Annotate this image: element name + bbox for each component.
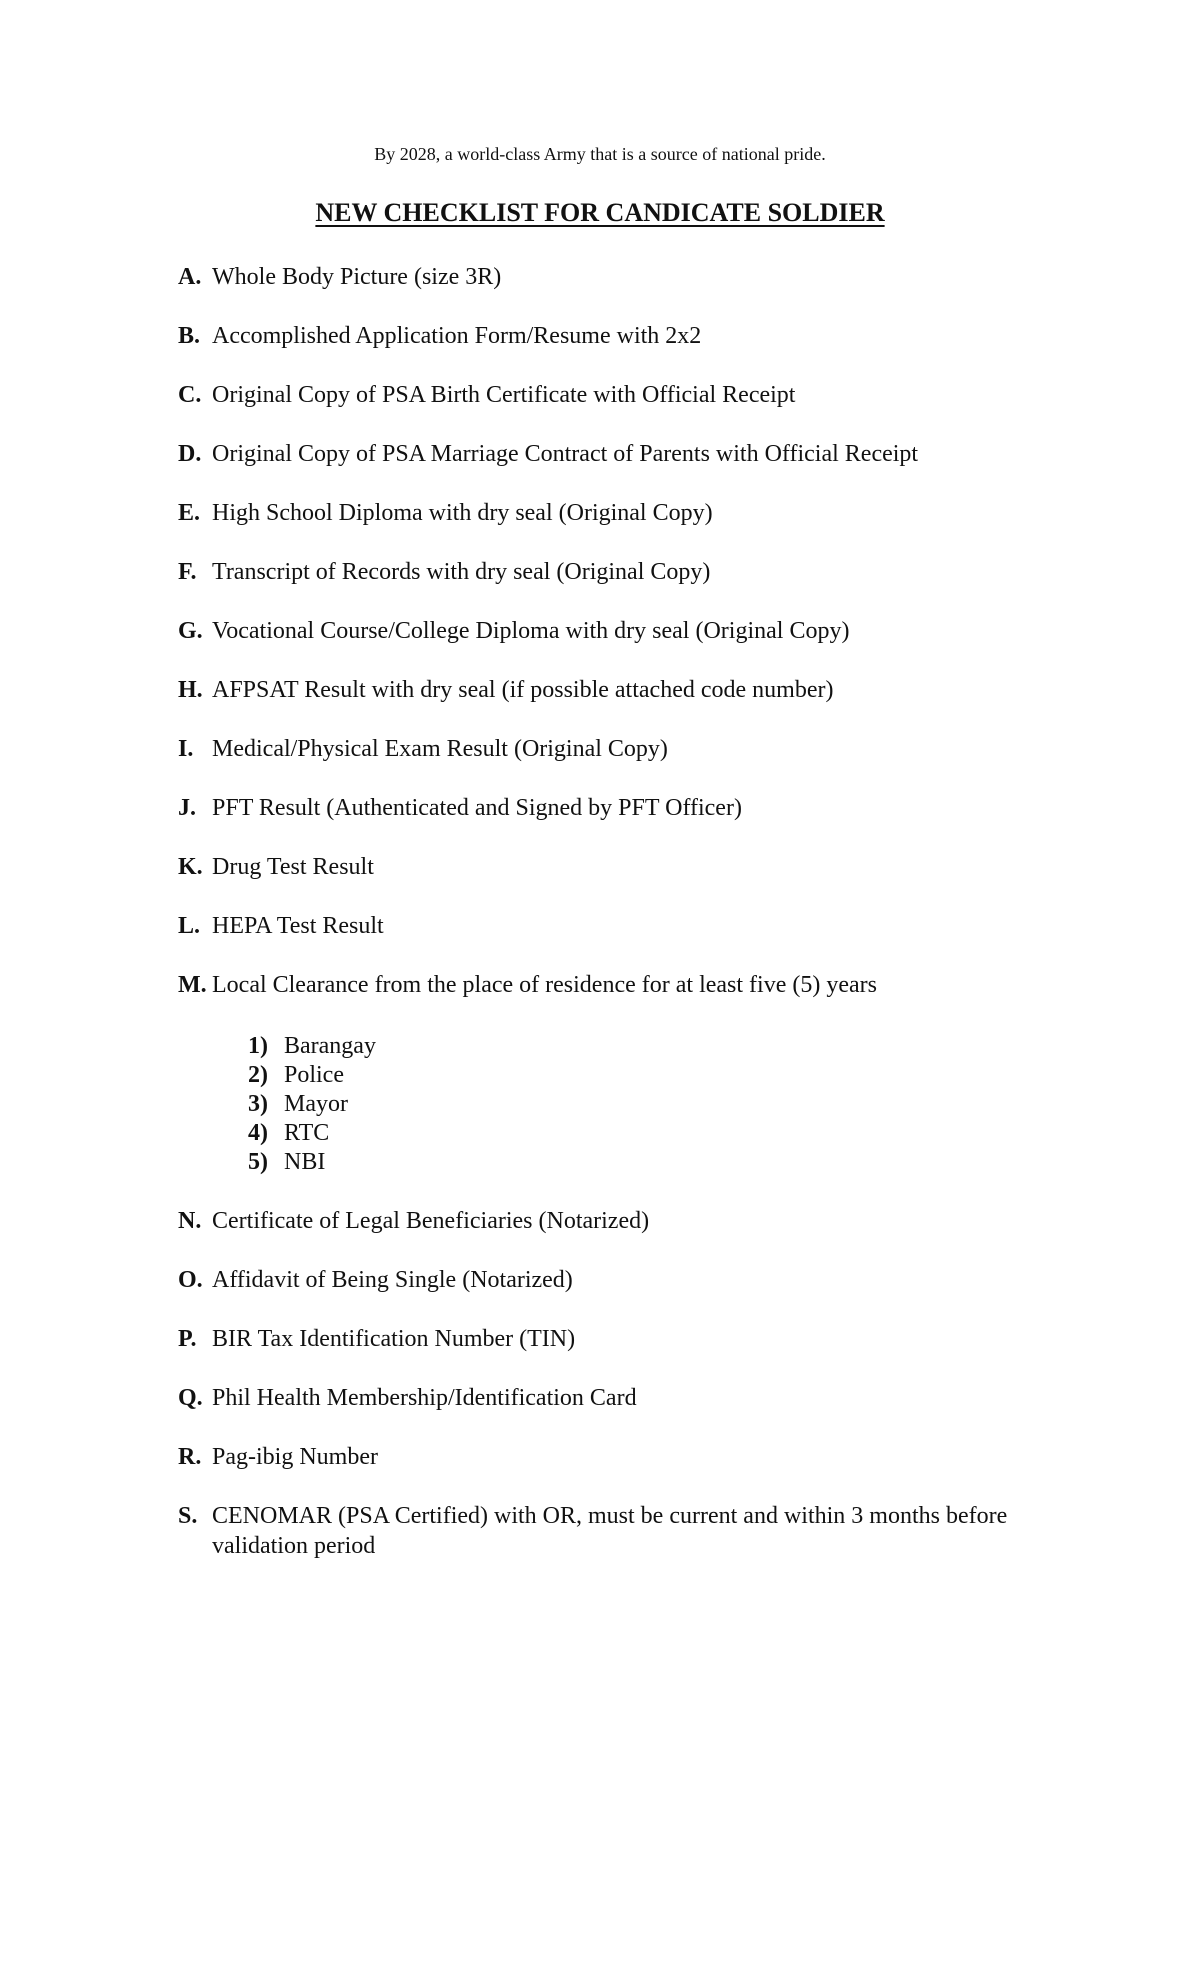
item-text: Vocational Course/College Diploma with dry seal (Original Copy) [212, 618, 850, 644]
item-letter: Q. [178, 1385, 203, 1411]
checklist-item-m [178, 970, 1078, 1000]
item-text: Accomplished Application Form/Resume with 2x2 [212, 323, 702, 349]
item-letter: H. [178, 677, 203, 703]
item-letter: A. [178, 264, 202, 290]
item-text: Affidavit of Being Single (Notarized) [212, 1267, 573, 1293]
item-text: Local Clearance from the place of residence for at least five (5) years [212, 972, 877, 998]
clearance-text: NBI [284, 1149, 326, 1175]
item-letter: R. [178, 1444, 202, 1470]
clearance-item-barangay [248, 1031, 376, 1061]
checklist-item-a [178, 262, 1078, 292]
checklist-item-g [178, 616, 1078, 646]
checklist-item-o [178, 1265, 1078, 1295]
item-letter: O. [178, 1267, 203, 1293]
clearance-text: Mayor [284, 1091, 348, 1117]
item-letter: J. [178, 795, 196, 821]
clearance-number: 4) [248, 1120, 268, 1146]
clearance-text: Police [284, 1062, 344, 1088]
item-text: Pag-ibig Number [212, 1444, 378, 1470]
item-text: CENOMAR (PSA Certified) with OR, must be current and within 3 months before validation period [212, 1503, 1008, 1559]
item-text: Certificate of Legal Beneficiaries (Notarized) [212, 1208, 650, 1234]
item-letter: M. [178, 972, 207, 998]
clearance-text: RTC [284, 1120, 330, 1146]
item-letter: S. [178, 1503, 198, 1529]
item-letter: D. [178, 441, 202, 467]
item-text: Whole Body Picture (size 3R) [212, 264, 502, 290]
item-text: PFT Result (Authenticated and Signed by PFT Officer) [212, 795, 742, 821]
checklist-item-e [178, 498, 1078, 528]
item-letter: F. [178, 559, 197, 585]
clearance-text: Barangay [284, 1033, 376, 1059]
checklist-item-q [178, 1383, 1078, 1413]
clearance-item-mayor [248, 1089, 348, 1119]
clearance-number: 3) [248, 1091, 268, 1117]
item-letter: P. [178, 1326, 197, 1352]
checklist-item-j [178, 793, 1078, 823]
item-letter: C. [178, 382, 202, 408]
checklist-item-h [178, 675, 1078, 705]
checklist-item-i [178, 734, 1078, 764]
item-text: Original Copy of PSA Birth Certificate with Official Receipt [212, 382, 796, 408]
item-text: Transcript of Records with dry seal (Original Copy) [212, 559, 711, 585]
checklist-item-l [178, 911, 1078, 941]
item-text: Medical/Physical Exam Result (Original Copy) [212, 736, 668, 762]
item-text: Original Copy of PSA Marriage Contract of Parents with Official Receipt [212, 441, 919, 467]
item-text: Drug Test Result [212, 854, 374, 880]
item-letter: B. [178, 323, 201, 349]
clearance-item-rtc [248, 1118, 329, 1148]
item-letter: E. [178, 500, 201, 526]
checklist-item-s [178, 1501, 1078, 1561]
item-text: High School Diploma with dry seal (Original Copy) [212, 500, 713, 526]
item-letter: G. [178, 618, 203, 644]
checklist-item-n [178, 1206, 1078, 1236]
item-text: HEPA Test Result [212, 913, 384, 939]
clearance-number: 1) [248, 1033, 268, 1059]
item-letter: N. [178, 1208, 202, 1234]
checklist-item-b [178, 321, 1078, 351]
clearance-item-nbi [248, 1147, 325, 1177]
checklist-item-f [178, 557, 1078, 587]
item-text: BIR Tax Identification Number (TIN) [212, 1326, 576, 1352]
clearance-item-police [248, 1060, 344, 1090]
checklist-item-c [178, 380, 1078, 410]
item-letter: I. [178, 736, 194, 762]
item-text: Phil Health Membership/Identification Card [212, 1385, 637, 1411]
checklist-item-d [178, 439, 1078, 469]
clearance-number: 5) [248, 1149, 268, 1175]
clearance-number: 2) [248, 1062, 268, 1088]
checklist-item-k [178, 852, 1078, 882]
item-letter: K. [178, 854, 203, 880]
item-text: AFPSAT Result with dry seal (if possible attached code number) [212, 677, 834, 703]
checklist-item-p [178, 1324, 1078, 1354]
page-title: NEW CHECKLIST FOR CANDICATE SOLDIER [315, 198, 885, 227]
checklist-item-r [178, 1442, 1078, 1472]
item-letter: L. [178, 913, 201, 939]
army-vision-motto: By 2028, a world-class Army that is a source of national pride. [374, 144, 826, 164]
